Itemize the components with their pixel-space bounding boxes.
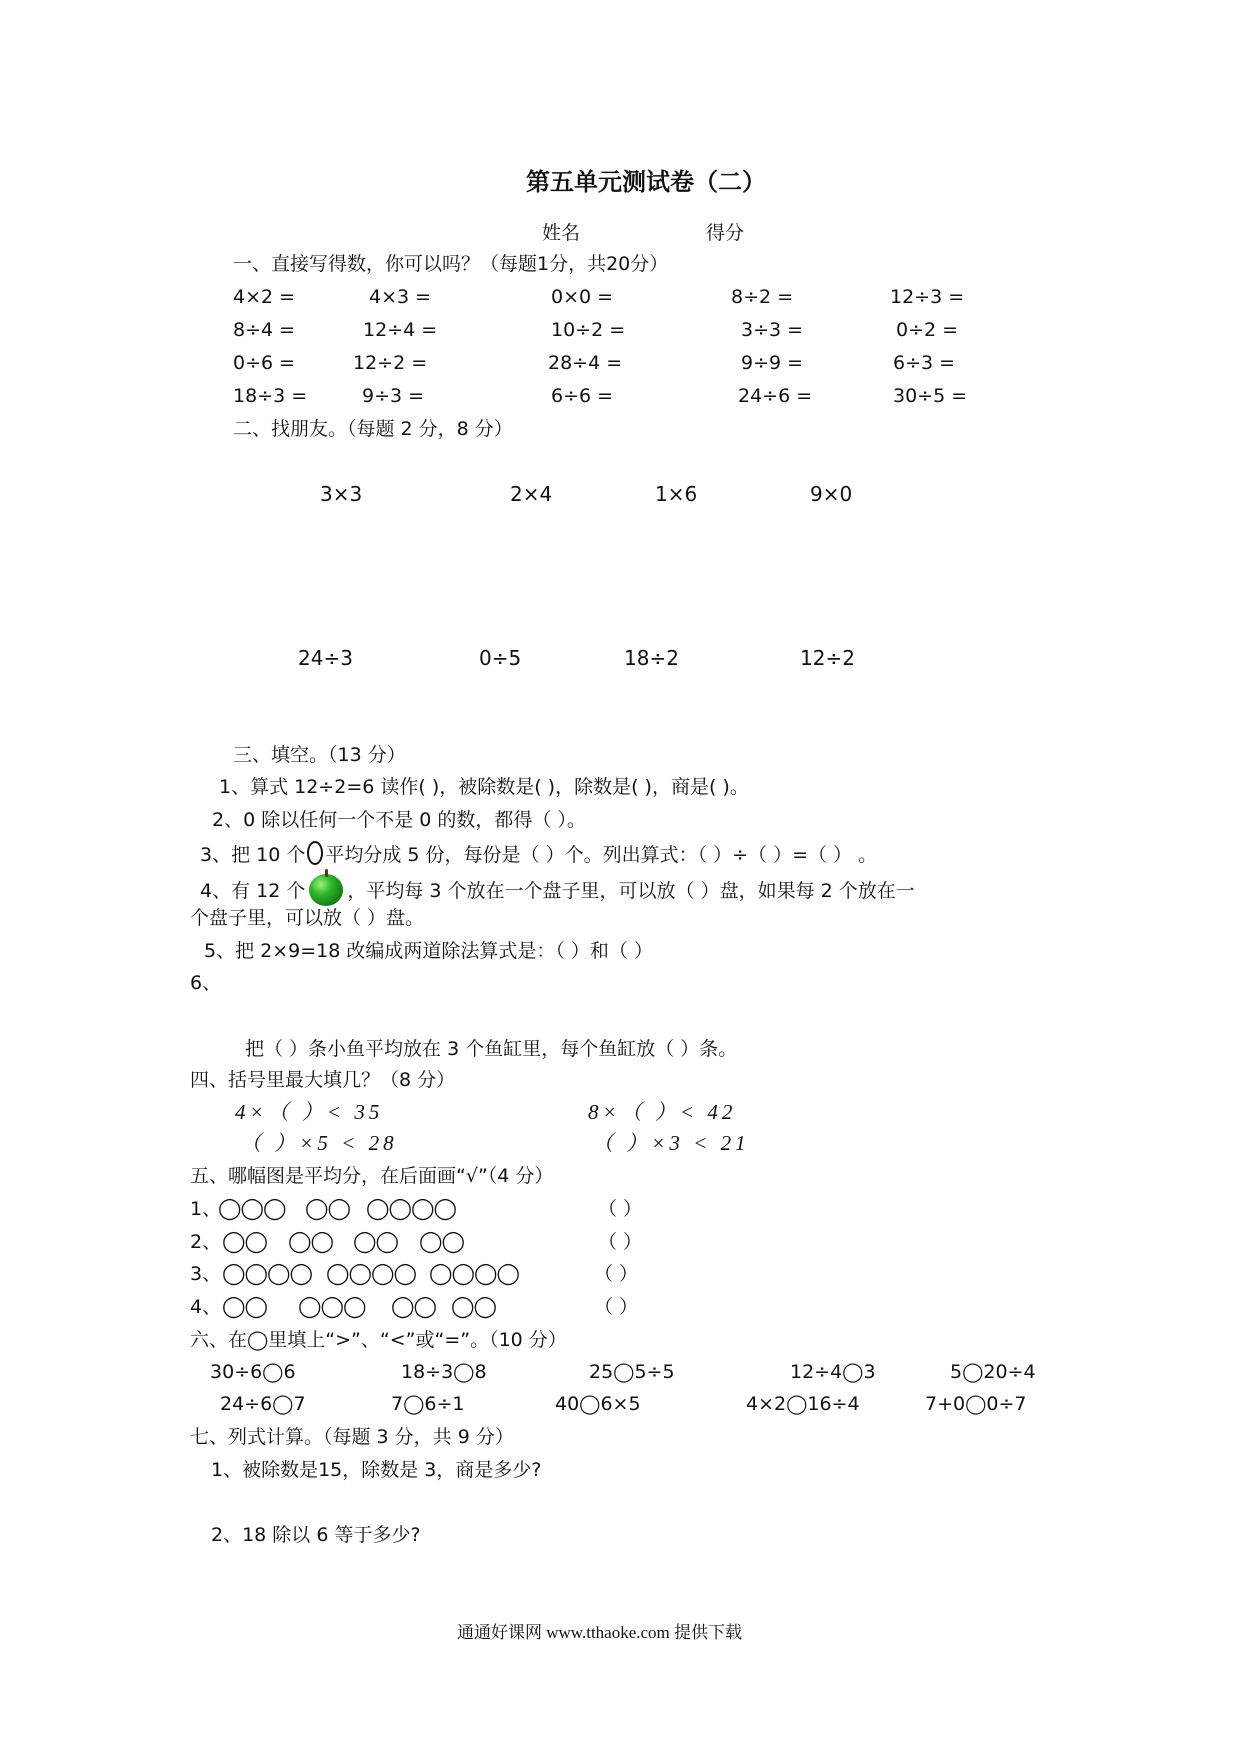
s5-answer-blank[interactable]: （ ） (598, 1198, 643, 1220)
score-label: 得分 (706, 222, 745, 244)
s2-top-item: 2×4 (510, 482, 553, 506)
s5-row-label: 4、 (190, 1296, 222, 1318)
s1-item: 30÷5 = (893, 385, 968, 407)
circle-group: ◯◯◯ (298, 1294, 366, 1318)
s1-item: 12÷4 = (363, 319, 438, 341)
s6-item: 24÷6◯7 (220, 1393, 306, 1415)
s3-q4-pre: 4、有 12 个 (200, 880, 306, 902)
s1-item: 0÷2 = (896, 319, 959, 341)
s2-top-item: 1×6 (655, 482, 698, 506)
s6-item: 40◯6×5 (555, 1393, 641, 1415)
green-apple-icon (309, 874, 343, 906)
s1-item: 0÷6 = (233, 352, 296, 374)
section5-heading: 五、哪幅图是平均分，在后面画“√”（4 分） (190, 1165, 554, 1187)
circle-group: ◯◯ (391, 1294, 437, 1318)
s3-q5: 5、把 2×9=18 改编成两道除法算式是：（ ）和（ ） (204, 940, 653, 962)
s4-item: 8×（ ）< 42 (588, 1100, 737, 1124)
s1-item: 9÷9 = (741, 352, 804, 374)
circle-group: ◯◯ (288, 1229, 334, 1253)
s1-item: 0×0 = (551, 286, 614, 308)
s1-item: 12÷2 = (353, 352, 428, 374)
s2-bottom-item: 12÷2 (800, 646, 855, 670)
s3-q3 (200, 841, 877, 867)
s3-q3-pre: 3、把 10 个 (200, 844, 306, 866)
s5-row-label: 2、 (190, 1231, 222, 1253)
s3-q6-text: 把（ ）条小鱼平均放在 3 个鱼缸里，每个鱼缸放（ ）条。 (245, 1038, 738, 1060)
s5-row-label: 1、 (190, 1198, 222, 1220)
s2-bottom-item: 0÷5 (479, 646, 522, 670)
section7-heading: 七、列式计算。（每题 3 分，共 9 分） (190, 1426, 514, 1448)
s1-item: 4×3 = (369, 286, 432, 308)
s6-item: 4×2◯16÷4 (746, 1393, 860, 1415)
s1-item: 8÷4 = (233, 319, 296, 341)
s3-q3-post: 平均分成 5 份，每份是（ ）个。列出算式：（ ）÷（ ）=（ ） 。 (325, 844, 878, 866)
section3-heading: 三、填空。（13 分） (233, 744, 406, 766)
circle-group: ◯◯ (419, 1229, 465, 1253)
s5-answer-blank[interactable]: （ ） (594, 1296, 639, 1318)
section6-heading: 六、在◯里填上“>”、“<”或“=”。（10 分） (190, 1329, 567, 1351)
s1-item: 6÷3 = (893, 352, 956, 374)
circle-group: ◯◯◯◯ (366, 1196, 457, 1220)
page-title: 第五单元测试卷（二） (526, 167, 766, 196)
s6-item: 18÷3◯8 (401, 1361, 487, 1383)
s3-q4-line2: 个盘子里，可以放（ ）盘。 (190, 907, 425, 929)
s1-item: 18÷3 = (233, 385, 308, 407)
s5-answer-blank[interactable]: （ ） (594, 1263, 639, 1285)
name-label: 姓名 (542, 222, 581, 244)
s4-item: （ ）×3 < 21 (592, 1131, 750, 1155)
s6-item: 12÷4◯3 (790, 1361, 876, 1383)
s6-item: 7◯6÷1 (391, 1393, 465, 1415)
s2-top-item: 3×3 (320, 482, 363, 506)
s1-item: 9÷3 = (362, 385, 425, 407)
circle-group: ◯◯◯◯ (222, 1261, 313, 1285)
s1-item: 28÷4 = (548, 352, 623, 374)
footer-credit: 通通好课网 www.tthaoke.com 提供下载 (457, 1623, 743, 1642)
section1-heading: 一、直接写得数，你可以吗？（每题1分，共20分） (233, 253, 669, 275)
s3-q6-label: 6、 (190, 972, 222, 994)
s2-bottom-item: 18÷2 (624, 646, 679, 670)
s6-item: 25◯5÷5 (589, 1361, 675, 1383)
s6-item: 30÷6◯6 (210, 1361, 296, 1383)
s1-item: 6÷6 = (551, 385, 614, 407)
s1-item: 12÷3 = (890, 286, 965, 308)
zero-shape-icon (307, 841, 323, 865)
s1-item: 8÷2 = (731, 286, 794, 308)
s2-top-item: 9×0 (810, 482, 853, 506)
s7-q1: 1、被除数是15，除数是 3，商是多少? (211, 1459, 542, 1481)
s1-item: 3÷3 = (741, 319, 804, 341)
circle-group: ◯◯ (451, 1294, 497, 1318)
circle-group: ◯◯◯ (218, 1196, 286, 1220)
section4-heading: 四、括号里最大填几？（8 分） (190, 1069, 456, 1091)
s5-answer-blank[interactable]: （ ） (598, 1231, 643, 1253)
s6-item: 5◯20÷4 (950, 1361, 1036, 1383)
s2-bottom-item: 24÷3 (298, 646, 353, 670)
s6-item: 7+0◯0÷7 (925, 1393, 1027, 1415)
s5-row-label: 3、 (190, 1263, 222, 1285)
s4-item: 4×（ ）< 35 (235, 1100, 384, 1124)
s7-q2: 2、18 除以 6 等于多少? (211, 1524, 421, 1546)
s3-q4-post: ，平均每 3 个放在一个盘子里，可以放（ ）盘，如果每 2 个放在一 (347, 880, 915, 902)
circle-group: ◯◯◯◯ (326, 1261, 417, 1285)
s1-item: 4×2 = (233, 286, 296, 308)
circle-group: ◯◯ (305, 1196, 351, 1220)
s3-q1: 1、算式 12÷2=6 读作( )，被除数是( )，除数是( )，商是( )。 (219, 776, 749, 798)
circle-group: ◯◯◯◯ (429, 1261, 520, 1285)
s3-q2: 2、0 除以任何一个不是 0 的数，都得（ ）。 (212, 809, 586, 831)
s1-item: 24÷6 = (738, 385, 813, 407)
s1-item: 10÷2 = (551, 319, 626, 341)
circle-group: ◯◯ (222, 1294, 268, 1318)
section2-heading: 二、找朋友。（每题 2 分，8 分） (233, 418, 513, 440)
s4-item: （ ）×5 < 28 (240, 1131, 398, 1155)
s3-q4 (200, 874, 915, 906)
circle-group: ◯◯ (222, 1229, 268, 1253)
circle-group: ◯◯ (353, 1229, 399, 1253)
